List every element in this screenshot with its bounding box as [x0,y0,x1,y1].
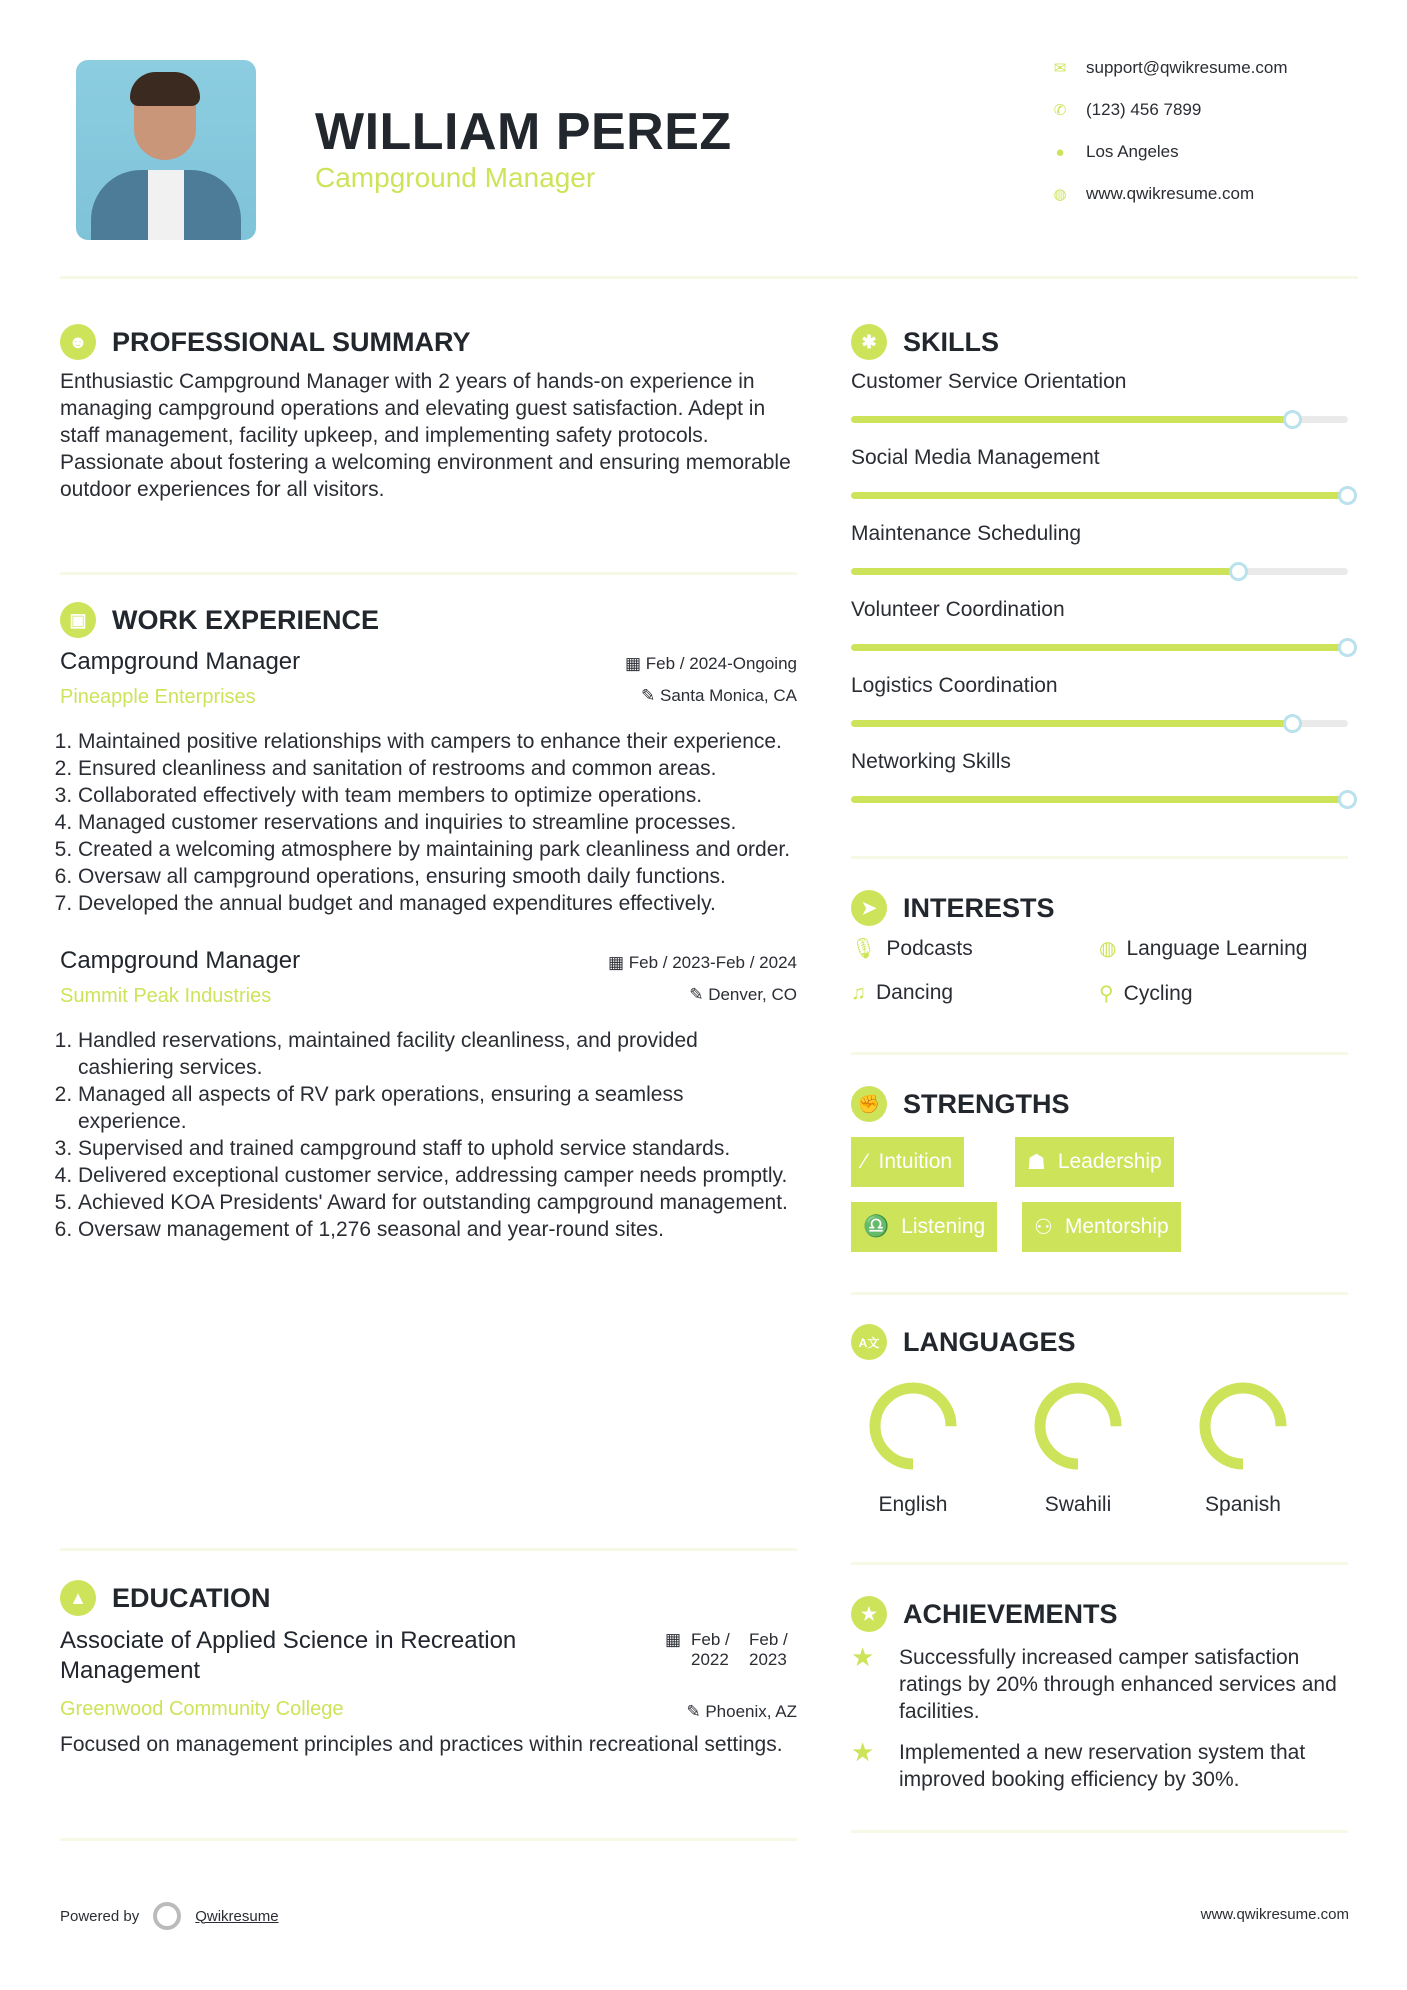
list-item: 4. Managed customer reservations and inquiries to streamline processes. [78,809,797,836]
language-name: Swahili [1044,1493,1112,1516]
interest-label: Podcasts [886,936,973,960]
language-name: English [878,1493,948,1516]
skill-bar-fill [851,644,1348,651]
language-ring [865,1378,961,1474]
skill-item [851,522,1348,575]
contact-phone [1052,100,1201,120]
skill-bar-knob [1338,790,1357,809]
skill-bar [851,720,1348,727]
divider [60,1838,797,1841]
user-icon: ☻ [60,324,96,360]
edu-location: Phoenix, AZ [705,1702,797,1721]
job-title: Campground Manager [60,648,301,675]
interests-section [851,890,1055,926]
interest-label: Cycling [1123,981,1193,1005]
phone-text: (123) 456 7899 [1086,100,1202,119]
location-text: Los Angeles [1086,142,1179,161]
strength-chip [1022,1202,1181,1252]
pin-icon: ✎ [641,686,660,705]
achievement-item [851,1644,1351,1725]
headphones-icon: ♎ [863,1215,890,1238]
divider [851,856,1348,859]
interest-label: Dancing [876,981,954,1004]
summary-text: Enthusiastic Campground Manager with 2 years of hands-on experience in managing campground operations and elevating guest satisfaction. Adept in staff management, facility upkeep, and implementing safety protocols. Passionate about fostering a welcoming environment and ensuring memorable outdoor experiences for all visitors. [60,370,791,501]
skill-bar-fill [851,568,1239,575]
interest-item [851,936,973,961]
envelope-icon: ✉ [1053,60,1067,77]
contact-website[interactable] [1052,184,1254,204]
skill-name: Logistics Coordination [851,674,1058,697]
section-heading: WORK EXPERIENCE [112,604,380,635]
job-bullets [60,728,797,917]
summary-section [60,324,797,503]
skill-bar-fill [851,796,1348,803]
lightbulb-icon: ✱ [851,324,887,360]
footer-brand [60,1902,279,1930]
skill-bar [851,416,1348,423]
skill-name: Customer Service Orientation [851,370,1127,393]
list-item: 2. Ensured cleanliness and sanitation of restrooms and common areas. [78,755,797,782]
translate-icon: A文 [851,1324,887,1360]
section-heading: STRENGTHS [903,1088,1070,1119]
skill-item [851,446,1348,499]
work-section [60,602,797,1243]
skill-item [851,370,1348,423]
skill-bar-fill [851,720,1293,727]
languages-section [851,1324,1076,1360]
job-header [60,648,797,714]
skill-bar-knob [1229,562,1248,581]
header-divider [60,276,1358,279]
job-location: Denver, CO [708,985,797,1004]
skill-name: Volunteer Coordination [851,598,1065,621]
strengths-section [851,1086,1070,1122]
divider [851,1052,1348,1055]
users-icon: ☗ [1027,1150,1046,1174]
star-icon: ★ [851,1737,875,1767]
strength-label: Listening [901,1215,986,1238]
language-ring [1195,1378,1291,1474]
job-company: Pineapple Enterprises [60,686,256,708]
list-item: 5. Achieved KOA Presidents' Award for outstanding campground management. [78,1189,797,1216]
list-item: 3. Collaborated effectively with team members to optimize operations. [78,782,797,809]
profile-photo [76,60,256,240]
list-item: 5. Created a welcoming atmosphere by maintaining park cleanliness and order. [78,836,797,863]
job-header [60,947,797,1013]
job-date: Feb / 2024-Ongoing [645,654,797,673]
date-start: Feb / 2022 [691,1630,730,1669]
achievement-text: Successfully increased camper satisfaction ratings by 20% through enhanced services and facilities. [899,1646,1337,1723]
candidate-name: WILLIAM PEREZ [315,103,732,161]
strength-chip [1015,1137,1174,1187]
skill-bar-knob [1283,714,1302,733]
section-heading: SKILLS [903,326,1000,357]
language-item [1030,1378,1133,1517]
job-date: Feb / 2023-Feb / 2024 [628,953,797,972]
divider [60,1548,797,1551]
brand-link[interactable]: Qwikresume [195,1907,279,1925]
strength-label: Intuition [878,1150,953,1173]
section-heading: EDUCATION [112,1582,271,1613]
contact-email[interactable] [1052,58,1288,78]
contact-location [1052,142,1179,162]
skills-heading [851,324,999,360]
microphone-icon: 🎙 [851,938,877,960]
website-text: www.qwikresume.com [1086,184,1255,203]
skill-bar [851,644,1348,651]
language-item [865,1378,968,1517]
divider [60,572,797,575]
language-name: Spanish [1205,1493,1281,1516]
phone-icon: ✆ [1053,102,1067,119]
map-pin-icon: ● [1055,143,1065,161]
strength-chip [851,1137,964,1187]
fist-icon: ✊ [851,1086,887,1122]
skill-bar [851,796,1348,803]
school: Greenwood Community College [60,1698,344,1720]
job-title: Campground Manager [60,947,301,974]
language-item [1195,1378,1298,1517]
skill-bar-knob [1283,410,1302,429]
list-item: 6. Oversaw all campground operations, ensuring smooth daily functions. [78,863,797,890]
achievement-text: Implemented a new reservation system that improved booking efficiency by 30%. [899,1741,1306,1791]
email-text: support@qwikresume.com [1086,58,1288,77]
strength-label: Mentorship [1064,1215,1169,1238]
list-item: 2. Managed all aspects of RV park operations, ensuring a seamless experience. [78,1081,797,1135]
magic-wand-icon: ⁄ [863,1150,867,1173]
skill-item [851,598,1348,651]
interest-item [1099,936,1307,961]
skill-bar-fill [851,492,1348,499]
date-end: Feb / 2023 [749,1630,788,1669]
music-icon: ♫ [851,981,866,1004]
divider [851,1562,1348,1565]
pin-icon: ✎ [686,1702,706,1721]
interest-item [1099,981,1193,1006]
degree: Associate of Applied Science in Recreation Management [60,1627,517,1684]
divider [851,1292,1348,1295]
job-location: Santa Monica, CA [659,686,797,705]
section-heading: PROFESSIONAL SUMMARY [112,326,471,357]
globe-icon: ◍ [1053,186,1067,203]
list-item: 6. Oversaw management of 1,276 seasonal and year-round sites. [78,1216,797,1243]
education-text: Focused on management principles and practices within recreational settings. [60,1733,783,1756]
language-ring [1030,1378,1126,1474]
list-item: 4. Delivered exceptional customer service, addressing camper needs promptly. [78,1162,797,1189]
skill-bar [851,492,1348,499]
divider [851,1830,1348,1833]
list-item: 7. Developed the annual budget and managed expenditures effectively. [78,890,797,917]
skill-name: Maintenance Scheduling [851,522,1081,545]
skill-bar-knob [1338,486,1357,505]
skill-bar-knob [1338,638,1357,657]
trophy-icon: ★ [851,1596,887,1632]
footer-url[interactable]: www.qwikresume.com [1200,1906,1349,1923]
education-section [60,1580,797,1758]
skill-bar-fill [851,416,1293,423]
strength-label: Leadership [1057,1150,1162,1173]
calendar-icon: ▦ [664,1630,681,1649]
list-item: 1. Handled reservations, maintained facility cleanliness, and provided cashiering services. [78,1027,797,1081]
list-item: 1. Maintained positive relationships with campers to enhance their experience. [78,728,797,755]
job-company: Summit Peak Industries [60,985,272,1007]
strength-chip [851,1202,997,1252]
powered-by-text: Powered by [60,1907,140,1925]
skill-name: Social Media Management [851,446,1100,469]
section-heading: LANGUAGES [903,1326,1076,1357]
star-icon: ★ [851,1642,875,1672]
skill-bar [851,568,1348,575]
interest-item [851,981,953,1005]
skill-item [851,674,1348,727]
interest-label: Language Learning [1126,936,1308,960]
globe-icon: ◍ [1099,938,1117,960]
bicycle-icon: ⚲ [1099,983,1114,1005]
graduation-cap-icon: ▲ [60,1580,96,1616]
candidate-title: Campground Manager [315,162,596,193]
skill-item [851,750,1348,803]
calendar-icon: ▦ [607,953,629,972]
section-heading: INTERESTS [903,892,1055,923]
qwikresume-logo-icon [153,1902,181,1930]
paper-plane-icon: ➤ [851,890,887,926]
section-heading: ACHIEVEMENTS [903,1598,1118,1629]
achievement-item [851,1739,1351,1793]
briefcase-icon: ▣ [60,602,96,638]
list-item: 3. Supervised and trained campground staff to uphold service standards. [78,1135,797,1162]
calendar-icon: ▦ [624,654,646,673]
achievements-section [851,1596,1351,1793]
skill-name: Networking Skills [851,750,1011,773]
user-plus-icon: ⚇ [1034,1215,1053,1239]
pin-icon: ✎ [689,985,709,1004]
job-bullets [60,1027,797,1243]
